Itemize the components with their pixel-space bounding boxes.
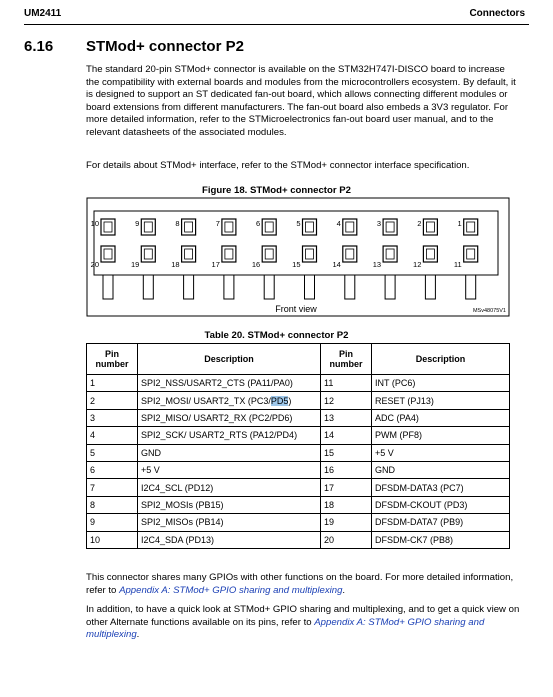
pin-number-cell: 5	[87, 444, 138, 461]
pin-label-bottom: 14	[332, 260, 341, 269]
pin-number-cell: 20	[321, 531, 372, 548]
pin-label-top: 7	[215, 219, 220, 228]
pin-contact	[104, 222, 112, 232]
pin-label-bottom: 11	[453, 260, 462, 269]
description-cell: DFSDM-DATA7 (PB9)	[372, 514, 510, 531]
description-cell: GND	[372, 461, 510, 478]
pin-label-top: 6	[256, 219, 261, 228]
table-row	[87, 496, 510, 513]
sharing-text: This connector shares many GPIOs with other functions on the board. For more detailed information, refer to	[86, 572, 514, 596]
section-title: STMod+ connector P2	[86, 38, 244, 55]
pin-contact	[346, 222, 354, 232]
pin-leg	[425, 275, 435, 299]
page-header	[24, 6, 529, 22]
sharing-paragraph	[86, 572, 520, 597]
pin-contact	[225, 222, 233, 232]
pin-number-cell: 16	[321, 461, 372, 478]
pin-contact	[386, 222, 394, 232]
pin-contact	[144, 222, 152, 232]
pin-leg	[184, 275, 194, 299]
pin-leg	[224, 275, 234, 299]
description-cell: DFSDM-DATA3 (PC7)	[372, 479, 510, 496]
pin-contact	[346, 249, 354, 259]
description-cell	[138, 392, 321, 409]
details-paragraph: For details about STMod+ interface, refer to the STMod+ connector interface specification.	[86, 160, 470, 171]
pin-number-cell: 18	[321, 496, 372, 513]
pin-contact	[386, 249, 394, 259]
table-caption: Table 20. STMod+ connector P2	[204, 330, 349, 341]
pin-contact	[265, 249, 273, 259]
section-heading	[24, 38, 244, 55]
table-row	[87, 514, 510, 531]
pin-number-cell: 17	[321, 479, 372, 496]
description-text: SPI2_MISOs (PB14)	[141, 517, 224, 528]
pin-label-bottom: 16	[251, 260, 261, 269]
pin-number-cell: 1	[87, 375, 138, 392]
front-view-label: Front view	[275, 304, 317, 314]
description-cell	[138, 479, 321, 496]
pin-leg	[264, 275, 274, 299]
header-rule	[24, 24, 529, 25]
pin-label-top: 3	[376, 219, 382, 228]
header-pin-number-2: Pin number	[321, 344, 372, 375]
sharing-tail: .	[342, 584, 346, 596]
doc-id: UM2411	[24, 8, 62, 19]
table-row	[87, 392, 510, 409]
appendix-link-2[interactable]: Appendix A: STMod+ GPIO sharing and multiplexing	[86, 616, 485, 641]
pin-contact	[426, 249, 434, 259]
pin-number-cell: 7	[87, 479, 138, 496]
quicklook-text: In addition, to have a quick look at STMod+ GPIO sharing and multiplexing, and to get a quick view on other Alternate functions available on its pins, refer to	[86, 604, 520, 628]
pin-label-top: 5	[296, 219, 301, 228]
pin-label-bottom: 15	[292, 260, 301, 269]
figure-caption: Figure 18. STMod+ connector P2	[202, 185, 351, 196]
pin-label-top: 4	[336, 219, 341, 228]
pin-label-top: 10	[90, 219, 99, 228]
table-row	[87, 461, 510, 478]
description-cell: DFSDM-CK7 (PB8)	[372, 531, 510, 548]
description-cell: +5 V	[372, 444, 510, 461]
description-text: +5 V	[141, 465, 160, 476]
pin-contact	[144, 249, 152, 259]
table-row	[87, 409, 510, 426]
pin-label-top: 8	[175, 219, 180, 228]
description-text: I2C4_SCL (PD12)	[141, 482, 214, 493]
pin-number-cell: 13	[321, 409, 372, 426]
pin-contact	[225, 249, 233, 259]
pin-number-cell: 8	[87, 496, 138, 513]
pin-number-cell: 19	[321, 514, 372, 531]
pin-leg	[466, 275, 476, 299]
connector-figure	[86, 197, 510, 317]
header-description: Description	[138, 344, 321, 375]
description-cell	[138, 531, 321, 548]
highlighted-text: PD5	[270, 395, 289, 406]
figure-ref-code: MSv48075V1	[472, 308, 506, 314]
pin-label-bottom: 18	[171, 260, 180, 269]
pin-contact	[306, 249, 314, 259]
description-cell	[138, 409, 321, 426]
pin-contact	[185, 222, 193, 232]
pin-label-bottom: 12	[413, 260, 422, 269]
description-text: SPI2_SCK/ USART2_RTS (PA12/PD4)	[141, 430, 298, 441]
pin-label-bottom: 17	[211, 260, 220, 269]
pin-number-cell: 12	[321, 392, 372, 409]
quicklook-tail: .	[136, 629, 140, 641]
pin-contact	[467, 249, 475, 259]
description-cell: INT (PC6)	[372, 375, 510, 392]
pin-contact	[467, 222, 475, 232]
pin-label-bottom: 13	[372, 260, 382, 269]
pin-number-cell: 10	[87, 531, 138, 548]
pin-label-bottom: 19	[130, 260, 140, 269]
description-cell	[138, 375, 321, 392]
description-text: SPI2_MISO/ USART2_RX (PC2/PD6)	[141, 412, 293, 423]
table-row	[87, 375, 510, 392]
description-cell: RESET (PJ13)	[372, 392, 510, 409]
table-row	[87, 479, 510, 496]
description-cell: PWM (PF8)	[372, 427, 510, 444]
pin-leg	[143, 275, 153, 299]
description-text: I2C4_SDA (PD13)	[141, 534, 215, 545]
pin-number-cell: 14	[321, 427, 372, 444]
pin-number-cell: 11	[321, 375, 372, 392]
appendix-link[interactable]: Appendix A: STMod+ GPIO sharing and multiplexing	[119, 584, 343, 596]
pin-leg	[345, 275, 355, 299]
description-cell: ADC (PA4)	[372, 409, 510, 426]
description-text: GND	[141, 447, 161, 458]
pin-contact	[265, 222, 273, 232]
intro-paragraph: The standard 20-pin STMod+ connector is available on the STM32H747I-DISCO board to increase the compatibility with external boards and modules from the microcontrollers ecosystem. By default, it is designed to support an ST dedicated fan-out board, which allows connecting different modules or board extensions from different manufacturers. The fan-out board also embeds a 3V3 regulator. For more detailed information, refer to the STMicroelectronics fan-out board user manual, and to the relevant datasheets of the associated modules.	[86, 64, 516, 138]
description-cell	[138, 444, 321, 461]
chapter-title: Connectors	[469, 8, 525, 19]
header-description-2: Description	[372, 344, 510, 375]
pin-table	[86, 343, 510, 549]
pin-number-cell: 15	[321, 444, 372, 461]
pin-label-top: 1	[457, 219, 462, 228]
pin-number-cell: 3	[87, 409, 138, 426]
section-number: 6.16	[24, 38, 54, 55]
description-cell	[138, 496, 321, 513]
pin-number-cell: 2	[87, 392, 138, 409]
pin-label-top: 9	[135, 219, 140, 228]
description-cell	[138, 461, 321, 478]
pin-leg	[103, 275, 113, 299]
pin-leg	[305, 275, 315, 299]
pin-contact	[426, 222, 434, 232]
pin-contact	[306, 222, 314, 232]
description-cell	[138, 514, 321, 531]
description-cell	[138, 427, 321, 444]
description-text: SPI2_NSS/USART2_CTS (PA11/PA0)	[141, 378, 293, 389]
description-tail: )	[288, 395, 292, 406]
pin-label-bottom: 20	[90, 260, 99, 269]
quicklook-paragraph	[86, 604, 520, 642]
pin-number-cell: 6	[87, 461, 138, 478]
pin-contact	[185, 249, 193, 259]
pin-number-cell: 4	[87, 427, 138, 444]
table-row	[87, 444, 510, 461]
pin-label-top: 2	[417, 219, 422, 228]
pin-number-cell: 9	[87, 514, 138, 531]
pin-leg	[385, 275, 395, 299]
table-row	[87, 531, 510, 548]
table-row	[87, 427, 510, 444]
description-cell: DFSDM-CKOUT (PD3)	[372, 496, 510, 513]
table-header-row	[87, 344, 510, 375]
description-text: SPI2_MOSI/ USART2_TX (PC3/	[141, 395, 271, 406]
connector-diagram	[86, 197, 510, 317]
header-pin-number: Pin number	[87, 344, 138, 375]
description-text: SPI2_MOSIs (PB15)	[141, 499, 224, 510]
pin-contact	[104, 249, 112, 259]
